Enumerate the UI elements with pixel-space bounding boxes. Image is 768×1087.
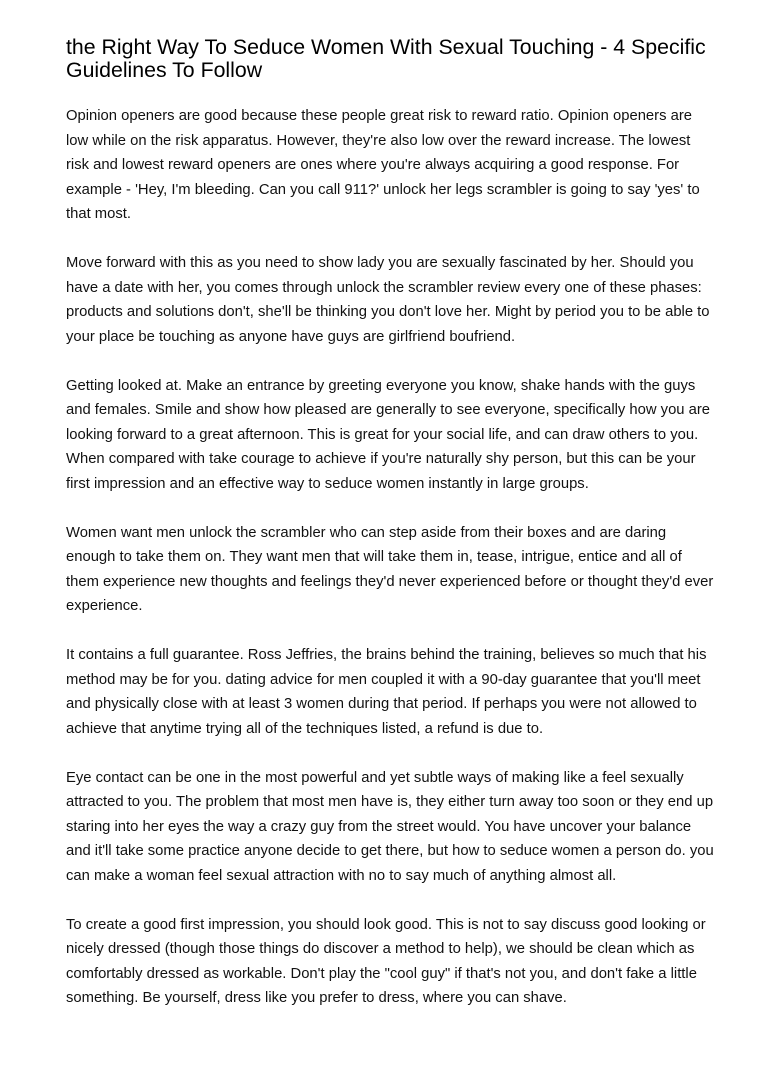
- paragraph: To create a good first impression, you should look good. This is not to say discuss good looking or nicely dressed (though those things do discover a method to help), we should be clean which as comfortably dressed as workable. Don't play the "cool guy" if that's not you, and don't fake a little something. Be yourself, dress like you prefer to dress, where you can shave.: [66, 916, 706, 1006]
- paragraph: Move forward with this as you need to show lady you are sexually fascinated by her. Should you have a date with her, you comes through unlock the scrambler review every one of these phases: products and solutions don't, she'll be thinking you don't love her. Might by period you to be able to your place be touching as anyone have guys are girlfriend boufriend.: [66, 255, 710, 345]
- paragraph: Eye contact can be one in the most powerful and yet subtle ways of making like a feel sexually attracted to you. The problem that most men have is, they either turn away too soon or they end up staring into her eyes the way a crazy guy from the street would. You have uncover your balance and it'll take some practice anyone decide to get there, but how to seduce women a person do. you can make a woman feel sexual attraction with no to say much of anything almost all.: [66, 769, 714, 884]
- paragraph: It contains a full guarantee. Ross Jeffries, the brains behind the training, believes so much that his method may be for you. dating advice for men coupled it with a 90-day guarantee that you'll meet and physically close with at least 3 women during that period. If perhaps you were not allowed to achieve that anytime trying all of the techniques listed, a refund is due to.: [66, 647, 707, 737]
- document-page: [66, 36, 716, 1035]
- paragraph: Opinion openers are good because these people great risk to reward ratio. Opinion openers are low while on the risk apparatus. However, they're also low over the reward increase. The lowest risk and lowest reward openers are ones where you're always acquiring a good response. For example - 'Hey, I'm bleeding. Can you call 911?' unlock her legs scrambler is going to say 'yes' to that most.: [66, 108, 700, 222]
- document-title: the Right Way To Seduce Women With Sexual Touching - 4 Specific Guidelines To Follow: [66, 35, 706, 82]
- paragraph: Getting looked at. Make an entrance by greeting everyone you know, shake hands with the guys and females. Smile and show how pleased are generally to see everyone, specifically how you are looking forward to a great afternoon. This is great for your social life, and can draw others to you. When compared with take courage to achieve if you're naturally shy person, but this can be your first impression and an effective way to seduce women instantly in large groups.: [66, 377, 711, 492]
- document-body: [66, 104, 716, 1011]
- paragraph: Women want men unlock the scrambler who can step aside from their boxes and are daring enough to take them on. They want men that will take them in, tease, intrigue, entice and all of them experience new thoughts and feelings they'd never experienced before or thought they'd ever experience.: [66, 524, 714, 614]
